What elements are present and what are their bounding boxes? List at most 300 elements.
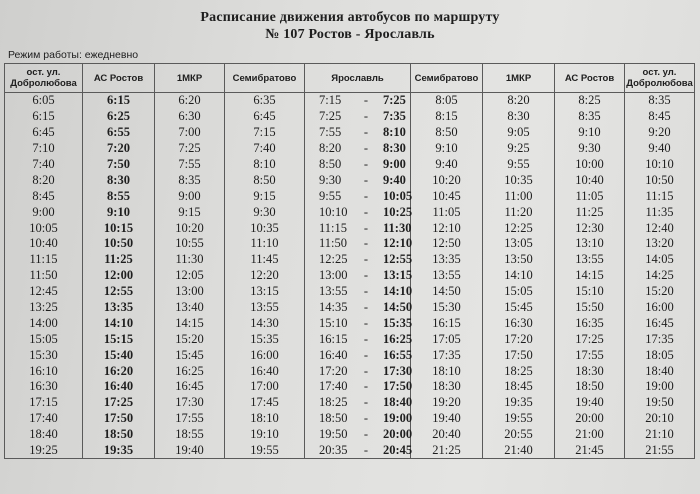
time-as-rostov: 8:55 bbox=[83, 188, 155, 204]
time-semibratovo: 7:40 bbox=[225, 141, 305, 157]
time-as-rostov-return: 11:25 bbox=[555, 204, 625, 220]
time-semibratovo-return: 12:10 bbox=[411, 220, 483, 236]
table-row bbox=[5, 284, 695, 300]
time-as-rostov: 17:50 bbox=[83, 411, 155, 427]
time-1mkr-return: 19:55 bbox=[483, 411, 555, 427]
time-dobrolyubova-return: 19:00 bbox=[625, 379, 695, 395]
yaroslavl-departure: 17:50 bbox=[383, 379, 413, 394]
yaroslavl-departure: 18:40 bbox=[383, 395, 413, 410]
time-as-rostov: 6:55 bbox=[83, 125, 155, 141]
table-row bbox=[5, 315, 695, 331]
table-row bbox=[5, 268, 695, 284]
time-yaroslavl bbox=[305, 363, 411, 379]
time-as-rostov: 6:25 bbox=[83, 109, 155, 125]
yaroslavl-arrival: 8:50 bbox=[319, 157, 342, 171]
route-title: № 107 Ростов - Ярославль bbox=[265, 27, 435, 42]
time-as-rostov-return: 16:35 bbox=[555, 315, 625, 331]
time-semibratovo: 14:30 bbox=[225, 315, 305, 331]
time-yaroslavl bbox=[305, 315, 411, 331]
time-semibratovo-return: 16:15 bbox=[411, 315, 483, 331]
time-semibratovo: 9:15 bbox=[225, 188, 305, 204]
time-as-rostov-return: 14:15 bbox=[555, 268, 625, 284]
yaroslavl-arrival: 9:55 bbox=[319, 188, 342, 203]
time-1mkr-return: 17:50 bbox=[483, 347, 555, 363]
time-as-rostov: 6:15 bbox=[83, 93, 155, 109]
dash-separator: - bbox=[363, 411, 369, 426]
yaroslavl-departure: 13:15 bbox=[383, 268, 413, 283]
col-header-semibratovo-return: Семибратово bbox=[411, 64, 483, 93]
time-as-rostov: 9:10 bbox=[83, 204, 155, 220]
table-row bbox=[5, 252, 695, 268]
dash-separator: - bbox=[363, 347, 369, 362]
time-dobrolyubova: 9:00 bbox=[5, 204, 83, 220]
time-dobrolyubova: 11:15 bbox=[5, 252, 83, 268]
time-1mkr: 14:15 bbox=[155, 315, 225, 331]
dash-separator: - bbox=[363, 188, 369, 203]
time-as-rostov-return: 10:00 bbox=[555, 157, 625, 173]
time-as-rostov-return: 21:45 bbox=[555, 443, 625, 459]
yaroslavl-arrival: 14:35 bbox=[319, 300, 348, 315]
table-row bbox=[5, 188, 695, 204]
time-yaroslavl bbox=[305, 268, 411, 284]
time-yaroslavl bbox=[305, 125, 411, 141]
time-as-rostov-return: 15:10 bbox=[555, 284, 625, 300]
dash-separator: - bbox=[363, 252, 369, 267]
time-dobrolyubova: 8:20 bbox=[5, 172, 83, 188]
time-as-rostov: 15:15 bbox=[83, 331, 155, 347]
time-as-rostov-return: 13:55 bbox=[555, 252, 625, 268]
time-yaroslavl bbox=[305, 93, 411, 109]
time-semibratovo-return: 13:35 bbox=[411, 252, 483, 268]
yaroslavl-departure: 9:00 bbox=[383, 157, 406, 171]
time-1mkr-return: 13:05 bbox=[483, 236, 555, 252]
time-yaroslavl bbox=[305, 109, 411, 125]
time-as-rostov: 12:00 bbox=[83, 268, 155, 284]
col-header-dobrolyubova-return: ост. ул. Добролюбова bbox=[625, 64, 695, 93]
time-yaroslavl bbox=[305, 172, 411, 188]
table-row bbox=[5, 395, 695, 411]
time-yaroslavl bbox=[305, 347, 411, 363]
time-dobrolyubova-return: 21:55 bbox=[625, 443, 695, 459]
yaroslavl-arrival: 8:20 bbox=[319, 141, 342, 156]
table-row bbox=[5, 204, 695, 220]
time-dobrolyubova: 18:40 bbox=[5, 427, 83, 443]
time-dobrolyubova-return: 12:40 bbox=[625, 220, 695, 236]
time-as-rostov-return: 20:00 bbox=[555, 411, 625, 427]
time-1mkr-return: 18:45 bbox=[483, 379, 555, 395]
col-header-as-rostov-return: АС Ростов bbox=[555, 64, 625, 93]
time-1mkr: 16:25 bbox=[155, 363, 225, 379]
time-dobrolyubova: 6:05 bbox=[5, 93, 83, 109]
time-yaroslavl bbox=[305, 411, 411, 427]
time-semibratovo: 7:15 bbox=[225, 125, 305, 141]
table-row bbox=[5, 236, 695, 252]
time-as-rostov-return: 9:10 bbox=[555, 125, 625, 141]
dash-separator: - bbox=[363, 220, 369, 235]
time-yaroslavl bbox=[305, 220, 411, 236]
time-dobrolyubova: 13:25 bbox=[5, 300, 83, 316]
col-header-1mkr-return: 1МКР bbox=[483, 64, 555, 93]
yaroslavl-arrival: 13:55 bbox=[319, 284, 348, 299]
yaroslavl-departure: 16:25 bbox=[383, 331, 413, 346]
time-dobrolyubova: 7:40 bbox=[5, 157, 83, 173]
yaroslavl-arrival: 15:10 bbox=[319, 315, 348, 330]
time-semibratovo-return: 8:15 bbox=[411, 109, 483, 125]
dash-separator: - bbox=[363, 157, 369, 171]
yaroslavl-arrival: 19:50 bbox=[319, 427, 348, 442]
time-as-rostov: 16:20 bbox=[83, 363, 155, 379]
dash-separator: - bbox=[363, 125, 369, 140]
dash-separator: - bbox=[363, 395, 369, 410]
col-header-as-rostov-start: АС Ростов bbox=[83, 64, 155, 93]
yaroslavl-arrival: 9:30 bbox=[319, 172, 342, 187]
time-1mkr-return: 9:05 bbox=[483, 125, 555, 141]
time-semibratovo: 8:50 bbox=[225, 172, 305, 188]
dash-separator: - bbox=[363, 379, 369, 394]
time-dobrolyubova-return: 10:50 bbox=[625, 172, 695, 188]
time-dobrolyubova: 10:40 bbox=[5, 236, 83, 252]
time-dobrolyubova-return: 8:45 bbox=[625, 109, 695, 125]
time-semibratovo-return: 17:05 bbox=[411, 331, 483, 347]
time-dobrolyubova-return: 9:20 bbox=[625, 125, 695, 141]
page-title: Расписание движения автобусов по маршруту bbox=[200, 10, 500, 25]
time-1mkr: 6:20 bbox=[155, 93, 225, 109]
yaroslavl-departure: 20:00 bbox=[383, 427, 413, 442]
time-dobrolyubova-return: 13:20 bbox=[625, 236, 695, 252]
time-dobrolyubova: 17:15 bbox=[5, 395, 83, 411]
dash-separator: - bbox=[363, 172, 369, 187]
time-1mkr: 17:30 bbox=[155, 395, 225, 411]
time-semibratovo-return: 18:10 bbox=[411, 363, 483, 379]
time-dobrolyubova: 14:00 bbox=[5, 315, 83, 331]
yaroslavl-arrival: 20:35 bbox=[319, 443, 348, 458]
dash-separator: - bbox=[363, 268, 369, 283]
yaroslavl-departure: 10:05 bbox=[383, 188, 413, 203]
time-1mkr-return: 15:45 bbox=[483, 300, 555, 316]
time-dobrolyubova: 6:15 bbox=[5, 109, 83, 125]
col-header-1mkr-start: 1МКР bbox=[155, 64, 225, 93]
time-1mkr-return: 9:55 bbox=[483, 157, 555, 173]
table-row bbox=[5, 109, 695, 125]
time-semibratovo: 18:10 bbox=[225, 411, 305, 427]
dash-separator: - bbox=[363, 427, 369, 442]
time-yaroslavl bbox=[305, 204, 411, 220]
time-as-rostov-return: 11:05 bbox=[555, 188, 625, 204]
timetable bbox=[4, 63, 695, 459]
time-semibratovo-return: 11:05 bbox=[411, 204, 483, 220]
time-semibratovo-return: 21:25 bbox=[411, 443, 483, 459]
time-as-rostov: 14:10 bbox=[83, 315, 155, 331]
time-as-rostov: 13:35 bbox=[83, 300, 155, 316]
time-as-rostov-return: 18:30 bbox=[555, 363, 625, 379]
time-semibratovo-return: 12:50 bbox=[411, 236, 483, 252]
yaroslavl-departure: 7:35 bbox=[383, 109, 406, 124]
time-semibratovo-return: 13:55 bbox=[411, 268, 483, 284]
time-1mkr: 8:35 bbox=[155, 172, 225, 188]
time-1mkr-return: 18:25 bbox=[483, 363, 555, 379]
time-as-rostov: 10:15 bbox=[83, 220, 155, 236]
time-as-rostov-return: 19:40 bbox=[555, 395, 625, 411]
time-semibratovo-return: 15:30 bbox=[411, 300, 483, 316]
time-as-rostov: 7:20 bbox=[83, 141, 155, 157]
table-row bbox=[5, 427, 695, 443]
time-dobrolyubova-return: 9:40 bbox=[625, 141, 695, 157]
time-1mkr: 9:15 bbox=[155, 204, 225, 220]
yaroslavl-departure: 10:25 bbox=[383, 204, 413, 219]
time-as-rostov: 11:25 bbox=[83, 252, 155, 268]
time-1mkr: 7:55 bbox=[155, 157, 225, 173]
time-1mkr: 18:55 bbox=[155, 427, 225, 443]
time-as-rostov-return: 13:10 bbox=[555, 236, 625, 252]
time-as-rostov-return: 21:00 bbox=[555, 427, 625, 443]
time-as-rostov-return: 8:35 bbox=[555, 109, 625, 125]
time-as-rostov-return: 17:25 bbox=[555, 331, 625, 347]
dash-separator: - bbox=[363, 331, 369, 346]
time-1mkr: 10:20 bbox=[155, 220, 225, 236]
time-semibratovo-return: 19:20 bbox=[411, 395, 483, 411]
time-semibratovo: 17:00 bbox=[225, 379, 305, 395]
yaroslavl-arrival: 7:55 bbox=[319, 125, 342, 140]
time-yaroslavl bbox=[305, 252, 411, 268]
time-1mkr: 12:05 bbox=[155, 268, 225, 284]
time-as-rostov-return: 18:50 bbox=[555, 379, 625, 395]
time-semibratovo-return: 9:40 bbox=[411, 157, 483, 173]
yaroslavl-departure: 17:30 bbox=[383, 363, 413, 378]
time-as-rostov: 15:40 bbox=[83, 347, 155, 363]
yaroslavl-arrival: 12:25 bbox=[319, 252, 348, 267]
yaroslavl-departure: 8:30 bbox=[383, 141, 406, 156]
time-semibratovo-return: 18:30 bbox=[411, 379, 483, 395]
time-semibratovo: 11:10 bbox=[225, 236, 305, 252]
time-yaroslavl bbox=[305, 427, 411, 443]
time-dobrolyubova-return: 8:35 bbox=[625, 93, 695, 109]
yaroslavl-departure: 16:55 bbox=[383, 347, 413, 362]
time-1mkr-return: 17:20 bbox=[483, 331, 555, 347]
time-semibratovo: 17:45 bbox=[225, 395, 305, 411]
time-dobrolyubova: 12:45 bbox=[5, 284, 83, 300]
time-semibratovo-return: 8:05 bbox=[411, 93, 483, 109]
time-dobrolyubova: 19:25 bbox=[5, 443, 83, 459]
yaroslavl-arrival: 18:50 bbox=[319, 411, 348, 426]
time-dobrolyubova-return: 19:50 bbox=[625, 395, 695, 411]
time-1mkr-return: 19:35 bbox=[483, 395, 555, 411]
time-1mkr: 13:00 bbox=[155, 284, 225, 300]
time-1mkr: 16:45 bbox=[155, 379, 225, 395]
dash-separator: - bbox=[363, 315, 369, 330]
timetable-header-row bbox=[5, 64, 695, 93]
yaroslavl-departure: 11:30 bbox=[383, 220, 412, 235]
table-row bbox=[5, 347, 695, 363]
yaroslavl-arrival: 7:25 bbox=[319, 109, 342, 124]
table-row bbox=[5, 172, 695, 188]
time-1mkr: 15:45 bbox=[155, 347, 225, 363]
time-as-rostov: 16:40 bbox=[83, 379, 155, 395]
time-1mkr-return: 20:55 bbox=[483, 427, 555, 443]
time-dobrolyubova: 10:05 bbox=[5, 220, 83, 236]
time-semibratovo: 9:30 bbox=[225, 204, 305, 220]
yaroslavl-arrival: 16:15 bbox=[319, 331, 348, 346]
table-row bbox=[5, 220, 695, 236]
time-as-rostov-return: 15:50 bbox=[555, 300, 625, 316]
time-as-rostov: 12:55 bbox=[83, 284, 155, 300]
time-semibratovo: 13:55 bbox=[225, 300, 305, 316]
time-dobrolyubova-return: 18:40 bbox=[625, 363, 695, 379]
time-dobrolyubova: 8:45 bbox=[5, 188, 83, 204]
time-yaroslavl bbox=[305, 331, 411, 347]
time-1mkr-return: 10:35 bbox=[483, 172, 555, 188]
time-1mkr: 9:00 bbox=[155, 188, 225, 204]
time-yaroslavl bbox=[305, 188, 411, 204]
time-1mkr-return: 16:30 bbox=[483, 315, 555, 331]
table-row bbox=[5, 141, 695, 157]
time-semibratovo: 13:15 bbox=[225, 284, 305, 300]
time-dobrolyubova-return: 18:05 bbox=[625, 347, 695, 363]
time-semibratovo: 15:35 bbox=[225, 331, 305, 347]
yaroslavl-departure: 8:10 bbox=[383, 125, 406, 140]
yaroslavl-departure: 14:50 bbox=[383, 300, 413, 315]
time-1mkr-return: 12:25 bbox=[483, 220, 555, 236]
table-row bbox=[5, 331, 695, 347]
table-row bbox=[5, 363, 695, 379]
time-yaroslavl bbox=[305, 236, 411, 252]
time-yaroslavl bbox=[305, 443, 411, 459]
time-yaroslavl bbox=[305, 395, 411, 411]
time-dobrolyubova-return: 11:15 bbox=[625, 188, 695, 204]
time-1mkr-return: 11:20 bbox=[483, 204, 555, 220]
timetable-body bbox=[5, 93, 695, 459]
time-dobrolyubova-return: 20:10 bbox=[625, 411, 695, 427]
time-1mkr-return: 14:10 bbox=[483, 268, 555, 284]
time-1mkr-return: 8:30 bbox=[483, 109, 555, 125]
time-1mkr-return: 9:25 bbox=[483, 141, 555, 157]
time-1mkr: 11:30 bbox=[155, 252, 225, 268]
time-semibratovo: 8:10 bbox=[225, 157, 305, 173]
time-semibratovo: 6:45 bbox=[225, 109, 305, 125]
time-dobrolyubova: 16:10 bbox=[5, 363, 83, 379]
time-yaroslavl bbox=[305, 284, 411, 300]
time-1mkr: 19:40 bbox=[155, 443, 225, 459]
col-header-dobrolyubova-start: ост. ул. Добролюбова bbox=[5, 64, 83, 93]
yaroslavl-departure: 14:10 bbox=[383, 284, 413, 299]
time-dobrolyubova-return: 21:10 bbox=[625, 427, 695, 443]
time-1mkr: 7:00 bbox=[155, 125, 225, 141]
time-dobrolyubova: 6:45 bbox=[5, 125, 83, 141]
time-dobrolyubova: 7:10 bbox=[5, 141, 83, 157]
yaroslavl-arrival: 16:40 bbox=[319, 347, 348, 362]
time-dobrolyubova-return: 17:35 bbox=[625, 331, 695, 347]
time-semibratovo-return: 10:20 bbox=[411, 172, 483, 188]
time-semibratovo: 10:35 bbox=[225, 220, 305, 236]
dash-separator: - bbox=[363, 363, 369, 378]
dash-separator: - bbox=[363, 204, 369, 219]
time-dobrolyubova: 17:40 bbox=[5, 411, 83, 427]
yaroslavl-departure: 19:00 bbox=[383, 411, 413, 426]
time-dobrolyubova-return: 10:10 bbox=[625, 157, 695, 173]
yaroslavl-arrival: 10:10 bbox=[319, 204, 348, 219]
dash-separator: - bbox=[363, 236, 369, 251]
time-1mkr-return: 11:00 bbox=[483, 188, 555, 204]
time-semibratovo: 19:10 bbox=[225, 427, 305, 443]
col-header-yaroslavl: Ярославль bbox=[305, 64, 411, 93]
yaroslavl-departure: 12:55 bbox=[383, 252, 413, 267]
time-1mkr: 13:40 bbox=[155, 300, 225, 316]
time-semibratovo: 16:40 bbox=[225, 363, 305, 379]
time-dobrolyubova-return: 11:35 bbox=[625, 204, 695, 220]
yaroslavl-arrival: 17:40 bbox=[319, 379, 348, 394]
time-1mkr-return: 21:40 bbox=[483, 443, 555, 459]
operating-mode-label: Режим работы: ежедневно bbox=[8, 49, 139, 61]
time-semibratovo: 19:55 bbox=[225, 443, 305, 459]
table-row bbox=[5, 300, 695, 316]
time-semibratovo-return: 20:40 bbox=[411, 427, 483, 443]
time-1mkr-return: 13:50 bbox=[483, 252, 555, 268]
time-1mkr: 17:55 bbox=[155, 411, 225, 427]
time-semibratovo: 12:20 bbox=[225, 268, 305, 284]
time-as-rostov-return: 10:40 bbox=[555, 172, 625, 188]
yaroslavl-arrival: 7:15 bbox=[319, 93, 342, 108]
dash-separator: - bbox=[363, 141, 369, 156]
yaroslavl-arrival: 17:20 bbox=[319, 363, 348, 378]
time-1mkr: 10:55 bbox=[155, 236, 225, 252]
time-as-rostov: 17:25 bbox=[83, 395, 155, 411]
table-row bbox=[5, 411, 695, 427]
yaroslavl-arrival: 11:15 bbox=[319, 220, 348, 235]
time-as-rostov: 18:50 bbox=[83, 427, 155, 443]
yaroslavl-departure: 9:40 bbox=[383, 172, 406, 187]
time-semibratovo: 6:35 bbox=[225, 93, 305, 109]
col-header-semibratovo-start: Семибратово bbox=[225, 64, 305, 93]
time-as-rostov-return: 17:55 bbox=[555, 347, 625, 363]
yaroslavl-departure: 20:45 bbox=[383, 443, 413, 458]
time-yaroslavl bbox=[305, 141, 411, 157]
time-1mkr-return: 15:05 bbox=[483, 284, 555, 300]
table-row bbox=[5, 379, 695, 395]
dash-separator: - bbox=[363, 284, 369, 299]
time-1mkr: 6:30 bbox=[155, 109, 225, 125]
time-dobrolyubova-return: 16:45 bbox=[625, 315, 695, 331]
time-1mkr: 15:20 bbox=[155, 331, 225, 347]
yaroslavl-departure: 15:35 bbox=[383, 315, 413, 330]
yaroslavl-arrival: 11:50 bbox=[319, 236, 348, 251]
time-as-rostov-return: 8:25 bbox=[555, 93, 625, 109]
dash-separator: - bbox=[363, 93, 369, 108]
table-row bbox=[5, 125, 695, 141]
table-row bbox=[5, 443, 695, 459]
yaroslavl-departure: 12:10 bbox=[383, 236, 413, 251]
time-as-rostov: 19:35 bbox=[83, 443, 155, 459]
yaroslavl-departure: 7:25 bbox=[383, 93, 406, 108]
dash-separator: - bbox=[363, 300, 369, 315]
time-yaroslavl bbox=[305, 300, 411, 316]
yaroslavl-arrival: 18:25 bbox=[319, 395, 348, 410]
time-as-rostov: 10:50 bbox=[83, 236, 155, 252]
table-row bbox=[5, 93, 695, 109]
time-1mkr-return: 8:20 bbox=[483, 93, 555, 109]
time-dobrolyubova: 15:05 bbox=[5, 331, 83, 347]
time-as-rostov: 7:50 bbox=[83, 157, 155, 173]
time-semibratovo-return: 17:35 bbox=[411, 347, 483, 363]
time-dobrolyubova: 11:50 bbox=[5, 268, 83, 284]
time-dobrolyubova-return: 15:20 bbox=[625, 284, 695, 300]
time-1mkr: 7:25 bbox=[155, 141, 225, 157]
time-dobrolyubova-return: 16:00 bbox=[625, 300, 695, 316]
time-semibratovo: 11:45 bbox=[225, 252, 305, 268]
time-yaroslavl bbox=[305, 157, 411, 173]
time-as-rostov: 8:30 bbox=[83, 172, 155, 188]
time-semibratovo-return: 19:40 bbox=[411, 411, 483, 427]
time-dobrolyubova-return: 14:05 bbox=[625, 252, 695, 268]
time-semibratovo-return: 10:45 bbox=[411, 188, 483, 204]
